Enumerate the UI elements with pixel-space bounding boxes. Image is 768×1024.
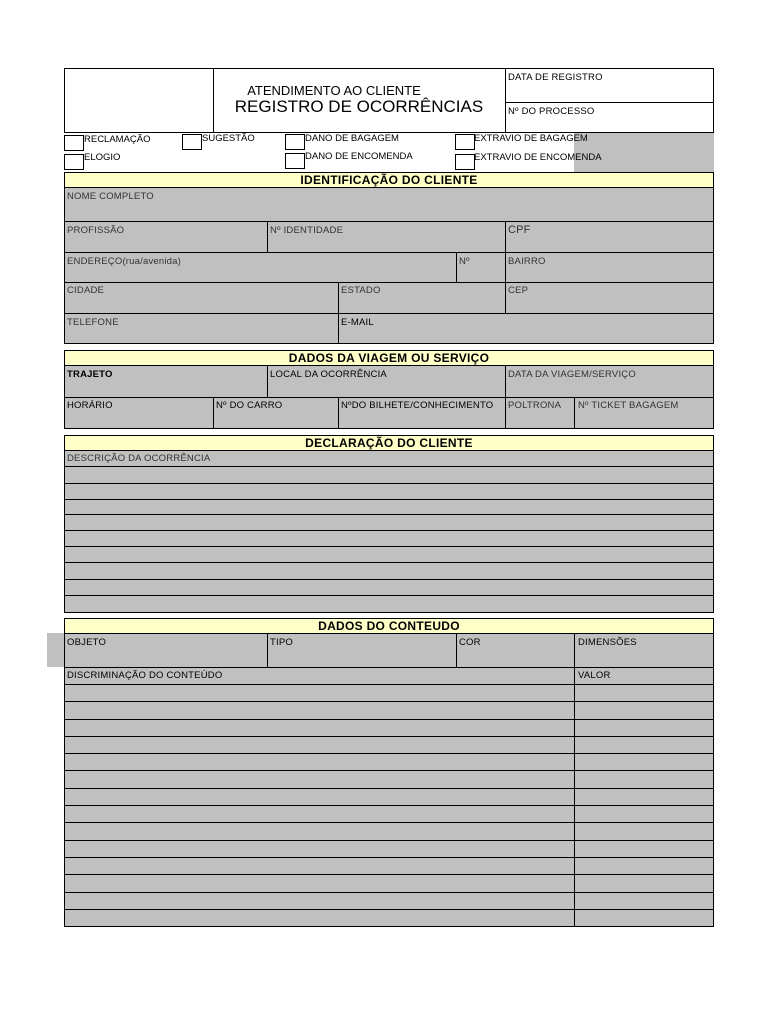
col-line xyxy=(456,633,457,667)
ruled-line xyxy=(64,770,714,771)
row-line xyxy=(64,313,714,314)
ruled-line xyxy=(64,857,714,858)
cpf-field[interactable]: CPF xyxy=(508,224,531,236)
col-line xyxy=(213,397,214,429)
side-marker xyxy=(47,633,64,667)
section-viagem-header: DADOS DA VIAGEM OU SERVIÇO xyxy=(64,350,714,366)
row-line xyxy=(64,667,714,668)
section-identificacao-header: IDENTIFICAÇÃO DO CLIENTE xyxy=(64,172,714,188)
row-line xyxy=(64,282,714,283)
bilhete-field[interactable]: NºDO BILHETE/CONHECIMENTO xyxy=(341,400,494,411)
col-line xyxy=(267,365,268,397)
trajeto-field[interactable]: TRAJETO xyxy=(67,369,113,380)
col-line xyxy=(456,252,457,282)
email-field[interactable]: E-MAIL xyxy=(341,317,374,328)
checkbox-label: SUGESTÃO xyxy=(202,133,255,144)
header-subtitle: ATENDIMENTO AO CLIENTE xyxy=(247,83,421,98)
checkbox-label: EXTRAVIO DE BAGAGEM xyxy=(474,133,588,144)
col-line xyxy=(505,221,506,313)
data-viagem-field[interactable]: DATA DA VIAGEM/SERVIÇO xyxy=(508,369,636,380)
col-line xyxy=(574,633,575,927)
checkbox-label: ELOGIO xyxy=(84,152,121,163)
cidade-field[interactable]: CIDADE xyxy=(67,285,105,296)
reclamacao-checkbox[interactable] xyxy=(64,135,84,151)
col-line xyxy=(338,282,339,344)
checkbox-label: DANO DE BAGAGEM xyxy=(305,133,399,144)
nome-field[interactable]: NOME COMPLETO xyxy=(67,191,154,202)
local-field[interactable]: LOCAL DA OCORRÊNCIA xyxy=(270,369,387,380)
col-line xyxy=(267,221,268,252)
ruled-line xyxy=(64,909,714,910)
profissao-field[interactable]: PROFISSÃO xyxy=(67,225,125,236)
header-divider xyxy=(505,68,506,133)
ruled-line xyxy=(64,562,714,563)
dano-bagagem-checkbox[interactable] xyxy=(285,134,305,150)
sugestao-checkbox[interactable] xyxy=(182,134,202,150)
col-line xyxy=(338,397,339,429)
valor-field[interactable]: VALOR xyxy=(578,670,611,681)
extravio-encomenda-checkbox[interactable] xyxy=(455,154,475,170)
tipo-field[interactable]: TIPO xyxy=(270,637,293,648)
extravio-bagagem-checkbox[interactable] xyxy=(455,134,475,150)
ruled-line xyxy=(64,736,714,737)
poltrona-field[interactable]: POLTRONA xyxy=(508,400,562,411)
col-line xyxy=(267,633,268,667)
dano-encomenda-checkbox[interactable] xyxy=(285,153,305,169)
checkbox-label: EXTRAVIO DE ENCOMENDA xyxy=(474,152,602,163)
ruled-line xyxy=(64,466,714,467)
ruled-line xyxy=(64,483,714,484)
declaracao-block xyxy=(64,450,714,613)
ruled-line xyxy=(64,840,714,841)
ruled-line xyxy=(64,579,714,580)
identidade-field[interactable]: Nº IDENTIDADE xyxy=(270,225,344,236)
row-line xyxy=(64,221,714,222)
endereco-field[interactable]: ENDEREÇO(rua/avenida) xyxy=(67,256,182,267)
descricao-field[interactable]: DESCRIÇÃO DA OCORRÊNCIA xyxy=(67,453,211,464)
ruled-line xyxy=(64,530,714,531)
horario-field[interactable]: HORÁRIO xyxy=(67,400,113,411)
bairro-field[interactable]: BAIRRO xyxy=(508,256,546,267)
ruled-line xyxy=(64,684,714,685)
col-line xyxy=(505,365,506,429)
row-line xyxy=(64,252,714,253)
checkbox-label: DANO DE ENCOMENDA xyxy=(305,151,413,162)
data-registro-field[interactable]: DATA DE REGISTRO xyxy=(508,72,603,83)
estado-field[interactable]: ESTADO xyxy=(341,285,381,296)
ruled-line xyxy=(64,822,714,823)
cor-field[interactable]: COR xyxy=(459,637,481,648)
checkbox-label: RECLAMAÇÃO xyxy=(84,134,151,145)
dimensoes-field[interactable]: DIMENSÕES xyxy=(578,637,637,648)
telefone-field[interactable]: TELEFONE xyxy=(67,317,119,328)
ruled-line xyxy=(64,874,714,875)
section-conteudo-header: DADOS DO CONTEUDO xyxy=(64,618,714,634)
ruled-line xyxy=(64,499,714,500)
ruled-line xyxy=(64,892,714,893)
carro-field[interactable]: Nº DO CARRO xyxy=(216,400,283,411)
col-line xyxy=(574,397,575,429)
ruled-line xyxy=(64,514,714,515)
ruled-line xyxy=(64,595,714,596)
objeto-field[interactable]: OBJETO xyxy=(67,637,107,648)
numero-field[interactable]: Nº xyxy=(459,256,470,267)
row-line xyxy=(64,397,714,398)
section-declaracao-header: DECLARAÇÃO DO CLIENTE xyxy=(64,435,714,451)
ruled-line xyxy=(64,788,714,789)
discriminacao-field[interactable]: DISCRIMINAÇÃO DO CONTEÚDO xyxy=(67,670,223,681)
cep-field[interactable]: CEP xyxy=(508,285,529,296)
ruled-line xyxy=(64,701,714,702)
header-divider xyxy=(505,102,714,103)
ruled-line xyxy=(64,805,714,806)
ticket-field[interactable]: Nº TICKET BAGAGEM xyxy=(578,400,679,411)
page-title: REGISTRO DE OCORRÊNCIAS xyxy=(234,97,484,116)
num-processo-field[interactable]: Nº DO PROCESSO xyxy=(508,106,595,117)
elogio-checkbox[interactable] xyxy=(64,154,84,170)
ruled-line xyxy=(64,546,714,547)
ruled-line xyxy=(64,753,714,754)
ruled-line xyxy=(64,719,714,720)
